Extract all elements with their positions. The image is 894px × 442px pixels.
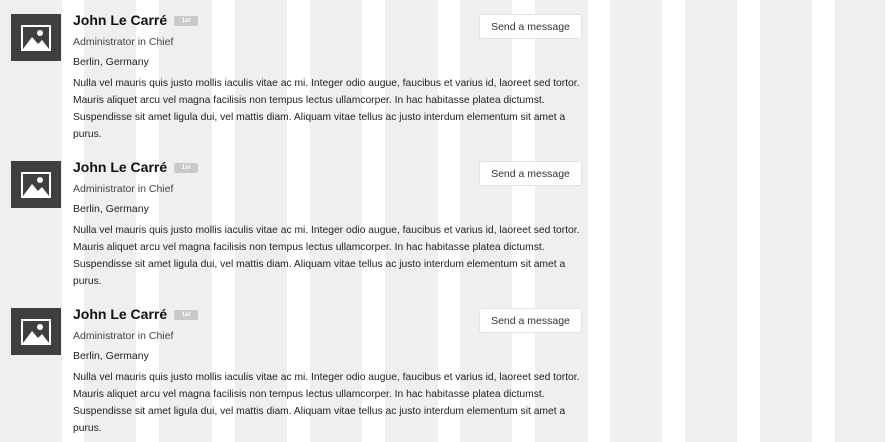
connection-degree-badge: 1st <box>174 16 198 26</box>
image-placeholder-icon <box>21 319 51 345</box>
person-location: Berlin, Germany <box>73 203 149 215</box>
person-role: Administrator in Chief <box>73 330 174 342</box>
connection-degree-badge: 1st <box>174 310 198 320</box>
person-location: Berlin, Germany <box>73 56 149 68</box>
avatar[interactable] <box>11 14 61 61</box>
send-message-button[interactable]: Send a message <box>479 161 582 186</box>
person-name[interactable]: John Le Carré <box>73 306 168 322</box>
person-name[interactable]: John Le Carré <box>73 159 168 175</box>
person-card <box>0 147 600 294</box>
person-role: Administrator in Chief <box>73 36 174 48</box>
person-bio: Nulla vel mauris quis justo mollis iaculis vitae ac mi. Integer odio augue, faucibus et varius id, laoreet sed tortor. Mauris aliquet arcu vel magna facilisis non tempus lectus ullamcorper. In hac habitasse platea dictumst. Suspendisse sit amet ligula dui, vel mattis diam. Aliquam vitae tellus ac justo interdum elementum sit amet a purus. <box>73 225 580 287</box>
avatar[interactable] <box>11 161 61 208</box>
avatar[interactable] <box>11 308 61 355</box>
person-location: Berlin, Germany <box>73 350 149 362</box>
person-role: Administrator in Chief <box>73 183 174 195</box>
image-placeholder-icon <box>21 172 51 198</box>
send-message-button[interactable]: Send a message <box>479 14 582 39</box>
person-card <box>0 294 600 441</box>
send-message-button[interactable]: Send a message <box>479 308 582 333</box>
person-card <box>0 0 600 147</box>
connection-degree-badge: 1st <box>174 163 198 173</box>
person-bio: Nulla vel mauris quis justo mollis iaculis vitae ac mi. Integer odio augue, faucibus et varius id, laoreet sed tortor. Mauris aliquet arcu vel magna facilisis non tempus lectus ullamcorper. In hac habitasse platea dictumst. Suspendisse sit amet ligula dui, vel mattis diam. Aliquam vitae tellus ac justo interdum elementum sit amet a purus. <box>73 78 580 140</box>
person-name[interactable]: John Le Carré <box>73 12 168 28</box>
person-bio: Nulla vel mauris quis justo mollis iaculis vitae ac mi. Integer odio augue, faucibus et varius id, laoreet sed tortor. Mauris aliquet arcu vel magna facilisis non tempus lectus ullamcorper. In hac habitasse platea dictumst. Suspendisse sit amet ligula dui, vel mattis diam. Aliquam vitae tellus ac justo interdum elementum sit amet a purus. <box>73 372 580 434</box>
image-placeholder-icon <box>21 25 51 51</box>
